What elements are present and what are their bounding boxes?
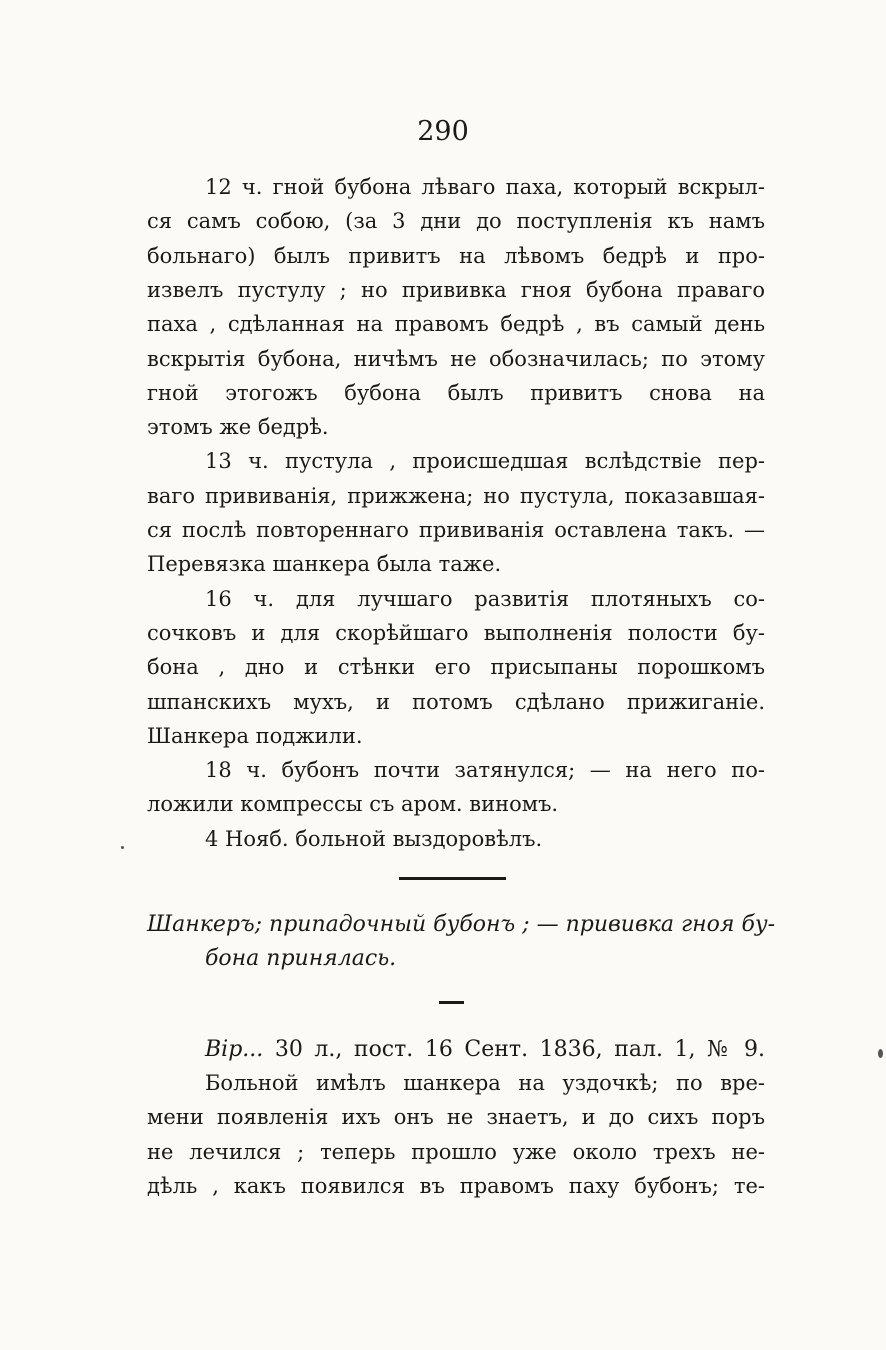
text-line: гной этогожъ бубона былъ привитъ снова на [147, 380, 765, 405]
text-line: извелъ пустулу ; но прививка гноя бубона праваго [147, 277, 765, 302]
text-line: этомъ же бедрѣ. [147, 415, 329, 440]
text-line: больнаго) былъ привитъ на лѣвомъ бедрѣ и про- [147, 243, 765, 268]
text-line: сочковъ и для скорѣйшаго выполненія полости бу- [147, 620, 765, 645]
ink-speck [878, 1049, 883, 1058]
text-line: мени появленія ихъ онъ не знаетъ, и до сихъ поръ [147, 1105, 765, 1130]
patient-details: 30 л., пост. 16 Сент. 1836, пал. 1, № 9. [274, 1037, 765, 1062]
text-line: ся самъ собою, (за 3 дни до поступленія къ намъ [147, 209, 765, 234]
text-line: 13 ч. пустула , происшедшая вслѣдствіе пер- [205, 449, 765, 474]
text-line: шпанскихъ мухъ, и потомъ сдѣлано прижиганіе. [147, 689, 765, 714]
text-line: ваго прививанія, прижжена; но пустула, показавшая- [147, 483, 765, 508]
page-number: 290 [417, 116, 469, 147]
ink-speck [121, 846, 124, 849]
text-line: бона , дно и стѣнки его присыпаны порошкомъ [147, 655, 765, 680]
text-line: 4 Нояб. больной выздоровѣлъ. [205, 826, 543, 851]
text-line: Больной имѣлъ шанкера на уздочкѣ; по вре- [205, 1071, 765, 1095]
text-line: 16 ч. для лучшаго развитія плотяныхъ со- [205, 586, 765, 611]
case-title-line-2: бона принялась. [205, 946, 397, 971]
text-line: дѣль , какъ появился въ правомъ паху бубонъ; те- [147, 1173, 765, 1198]
text-line: ложили компрессы съ аром. виномъ. [147, 792, 559, 817]
short-divider [439, 1001, 464, 1004]
text-line: Перевязка шанкера была таже. [147, 552, 502, 577]
text-line: не лечился ; теперь прошло уже около трехъ не- [147, 1139, 765, 1164]
section-divider [399, 877, 506, 880]
text-line: 12 ч. гной бубона лѣваго паха, который вскрыл- [205, 175, 765, 199]
case-title-line-1: Шанкеръ; припадочный бубонъ ; — прививка гноя бу- [147, 912, 776, 937]
patient-line [205, 1033, 765, 1067]
text-line: паха , сдѣланная на правомъ бедрѣ , въ самый день [147, 312, 765, 337]
text-line: ся послѣ повтореннаго прививанія оставлена такъ. — [147, 518, 765, 542]
text-line: вскрытія бубона, ничѣмъ не обозначилась; по этому [147, 346, 765, 371]
patient-name: Вір... [205, 1037, 264, 1062]
text-line: Шанкера поджили. [147, 723, 363, 748]
text-line: 18 ч. бубонъ почти затянулся; — на него по- [205, 758, 765, 783]
